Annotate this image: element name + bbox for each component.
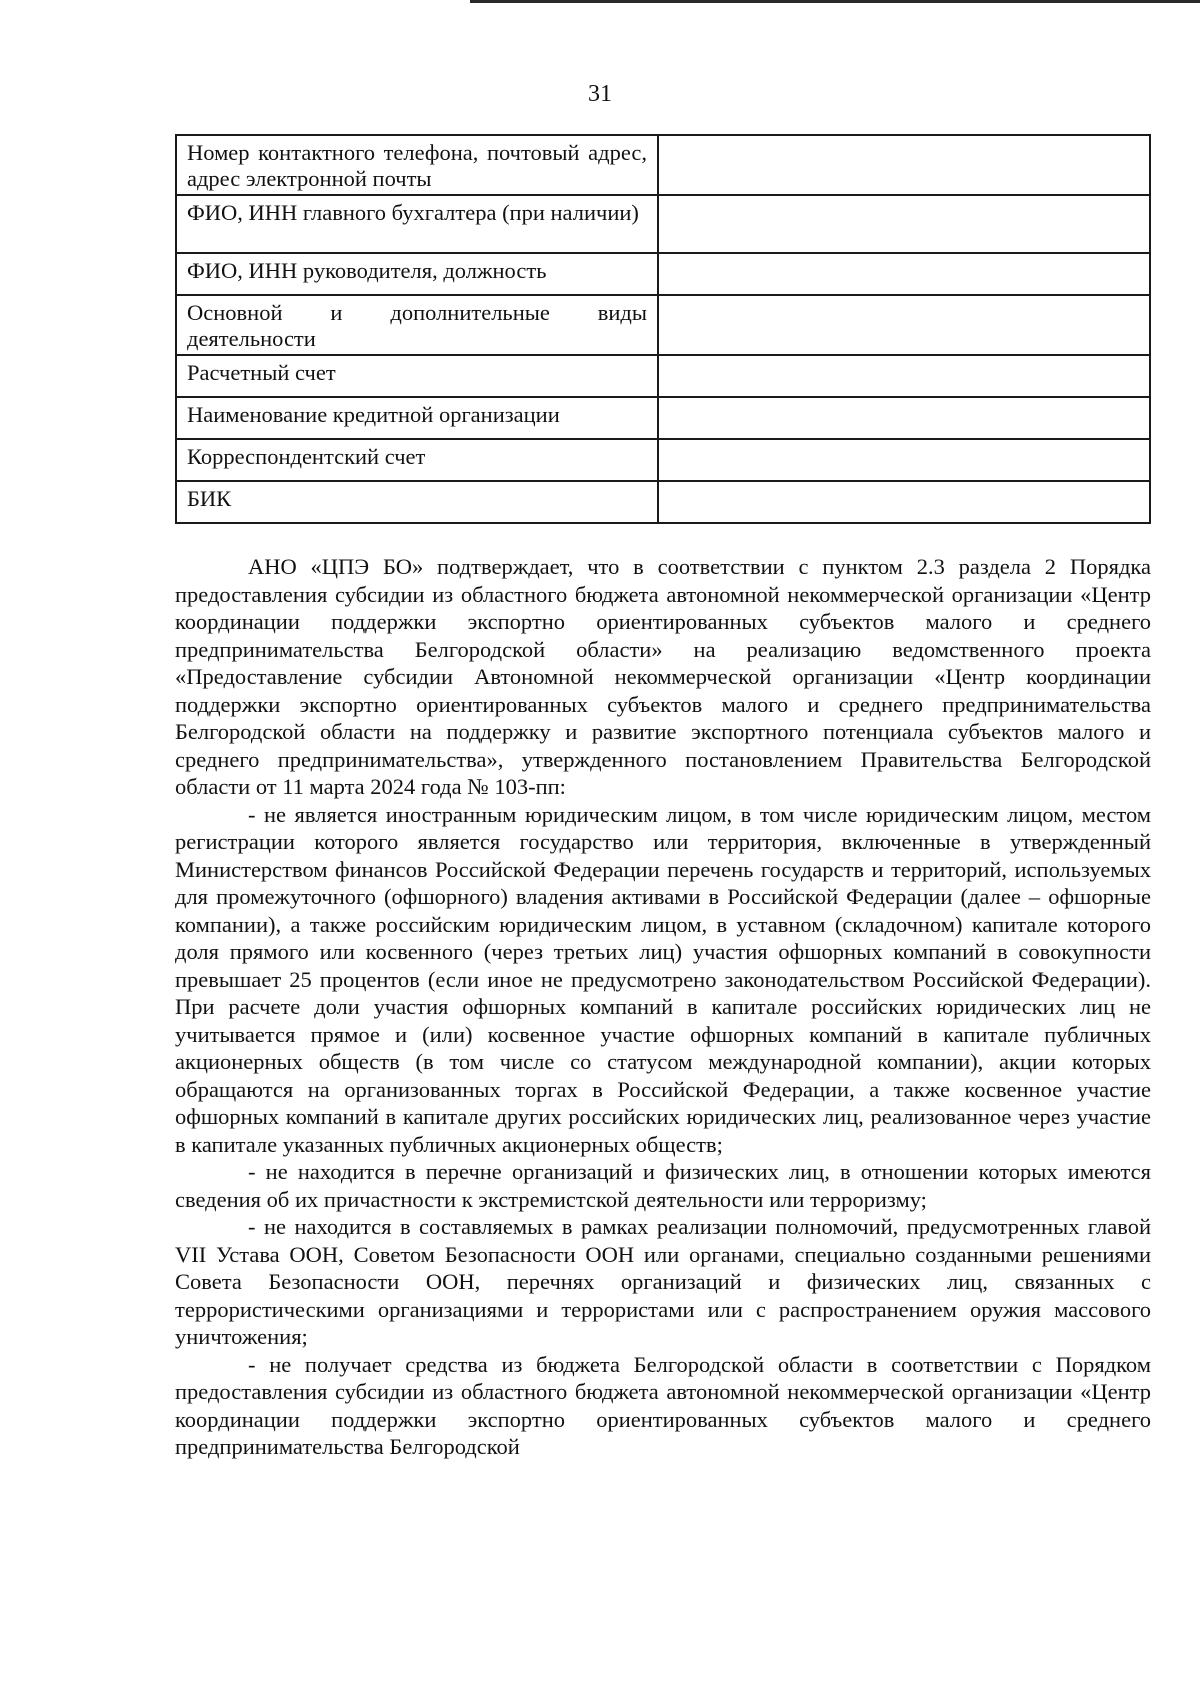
table-row bbox=[176, 439, 1150, 481]
row-value-settlement-account bbox=[658, 355, 1150, 397]
row-label-settlement-account: Расчетный счет bbox=[176, 355, 658, 397]
top-rule bbox=[470, 0, 1200, 3]
row-value-director bbox=[658, 253, 1150, 295]
row-label-chief-accountant: ФИО, ИНН главного бухгалтера (при наличии) bbox=[176, 195, 658, 253]
row-value-chief-accountant bbox=[658, 195, 1150, 253]
clause-offshore: - не является иностранным юридическим лицом, в том числе юридическим лицом, местом регистрации которого является государство или территория, включенные в утвержденный Министерством финансов Российской Федерации перечень государств и территорий, используемых для промежуточного (офшорного) владения активами в Российской Федерации (далее – офшорные компании), а также российским юридическим лицом, в уставном (складочном) капитале которого доля прямого или косвенного (через третьих лиц) участия офшорных компаний в совокупности превышает 25 процентов (если иное не предусмотрено законодательством Российской Федерации). При расчете доли участия офшорных компаний в капитале российских юридических лиц не учитывается прямое и (или) косвенное участие офшорных компаний в капитале публичных акционерных обществ (в том числе со статусом международной компании), акции которых обращаются на организованных торгах в Российской Федерации, а также косвенное участие офшорных компаний в капитале других российских юридических лиц, реализованное через участие в капитале указанных публичных акционерных обществ; bbox=[175, 801, 1151, 1157]
clause-budget-funds: - не получает средства из бюджета Белгородской области в соответствии с Порядком предоставления субсидии из областного бюджета автономной некоммерческой организации «Центр координации поддержки экспортно ориентированных субъектов малого и среднего предпринимательства Белгородской bbox=[175, 1351, 1151, 1459]
row-label-activities: Основной и дополнительные виды деятельности bbox=[176, 295, 658, 355]
row-value-contacts bbox=[658, 135, 1150, 195]
clause-extremism: - не находится в перечне организаций и физических лиц, в отношении которых имеются сведения об их причастности к экстремистской деятельности или терроризму; bbox=[175, 1159, 1151, 1212]
row-label-bank-name: Наименование кредитной организации bbox=[176, 397, 658, 439]
table-row bbox=[176, 397, 1150, 439]
body-text bbox=[175, 553, 1151, 1461]
page-number: 31 bbox=[588, 81, 612, 107]
table-row bbox=[176, 135, 1150, 195]
row-value-activities bbox=[658, 295, 1150, 355]
table-row bbox=[176, 481, 1150, 523]
requisites-table bbox=[175, 134, 1151, 524]
row-label-director: ФИО, ИНН руководителя, должность bbox=[176, 253, 658, 295]
table-row bbox=[176, 355, 1150, 397]
row-label-correspondent-account: Корреспондентский счет bbox=[176, 439, 658, 481]
table-row bbox=[176, 253, 1150, 295]
row-value-correspondent-account bbox=[658, 439, 1150, 481]
clause-un-lists: - не находится в составляемых в рамках реализации полномочий, предусмотренных главой VII Устава ООН, Советом Безопасности ООН или органами, специально созданными решениями Совета Безопасности ООН, перечнях организаций и физических лиц, связанных с террористическими организациями и террористами или с распространением оружия массового уничтожения; bbox=[175, 1214, 1151, 1349]
row-label-bik: БИК bbox=[176, 481, 658, 523]
row-value-bik bbox=[658, 481, 1150, 523]
row-label-contacts: Номер контактного телефона, почтовый адрес, адрес электронной почты bbox=[176, 135, 658, 195]
table-row bbox=[176, 195, 1150, 253]
intro-paragraph: АНО «ЦПЭ БО» подтверждает, что в соответствии с пунктом 2.3 раздела 2 Порядка предоставления субсидии из областного бюджета автономной некоммерческой организации «Центр координации поддержки экспортно ориентированных субъектов малого и среднего предпринимательства Белгородской области» на реализацию ведомственного проекта «Предоставление субсидии Автономной некоммерческой организации «Центр координации поддержки экспортно ориентированных субъектов малого и среднего предпринимательства Белгородской области на поддержку и развитие экспортного потенциала субъектов малого и среднего предпринимательства», утвержденного постановлением Правительства Белгородской области от 11 марта 2024 года № 103-пп: bbox=[175, 554, 1151, 799]
row-value-bank-name bbox=[658, 397, 1150, 439]
table-row bbox=[176, 295, 1150, 355]
